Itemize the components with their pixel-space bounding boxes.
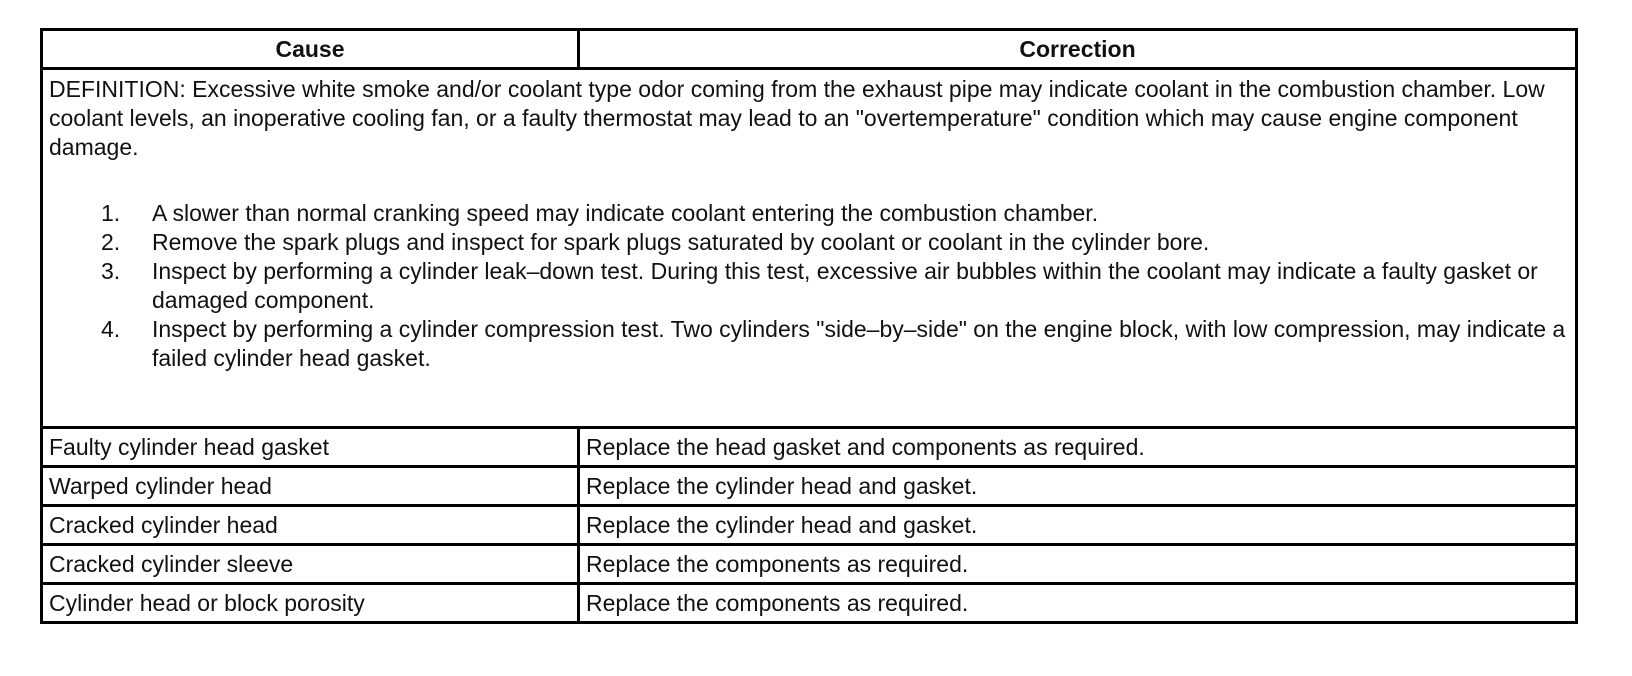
definition-row (42, 69, 1577, 428)
table-row (42, 428, 1577, 467)
definition-text: DEFINITION: Excessive white smoke and/or coolant type odor coming from the exhaust pipe may indicate coolant in the combustion chamber. Low coolant levels, an inoperative cooling fan, or a faulty thermostat may lead to an "overtemperature" condition which may cause engine component damage. (49, 76, 1545, 160)
step-number: 1. (101, 200, 121, 226)
step-number: 2. (101, 229, 121, 255)
cause-cell: Cylinder head or block porosity (42, 584, 579, 623)
header-row (42, 30, 1577, 69)
diagnosis-table (40, 28, 1578, 624)
correction-header: Correction (579, 30, 1577, 69)
definition-cell (42, 69, 1577, 428)
diagnostic-step (101, 257, 1567, 315)
step-text: Remove the spark plugs and inspect for spark plugs saturated by coolant or coolant in the cylinder bore. (152, 229, 1210, 255)
table-row (42, 584, 1577, 623)
diagnostic-step (101, 315, 1567, 373)
table-row (42, 545, 1577, 584)
cause-cell: Faulty cylinder head gasket (42, 428, 579, 467)
step-text: Inspect by performing a cylinder leak–down test. During this test, excessive air bubbles within the coolant may indicate a faulty gasket or damaged component. (152, 258, 1538, 313)
correction-cell: Replace the components as required. (579, 584, 1577, 623)
correction-cell: Replace the head gasket and components as required. (579, 428, 1577, 467)
table-row (42, 506, 1577, 545)
correction-cell: Replace the cylinder head and gasket. (579, 506, 1577, 545)
table-row (42, 467, 1577, 506)
cause-cell: Warped cylinder head (42, 467, 579, 506)
correction-cell: Replace the components as required. (579, 545, 1577, 584)
step-number: 4. (101, 316, 121, 342)
diagnostic-step (101, 228, 1567, 257)
cause-cell: Cracked cylinder head (42, 506, 579, 545)
step-text: A slower than normal cranking speed may indicate coolant entering the combustion chamber. (152, 200, 1099, 226)
step-number: 3. (101, 258, 121, 284)
step-text: Inspect by performing a cylinder compression test. Two cylinders "side–by–side" on the engine block, with low compression, may indicate a failed cylinder head gasket. (152, 316, 1566, 371)
correction-cell: Replace the cylinder head and gasket. (579, 467, 1577, 506)
cause-cell: Cracked cylinder sleeve (42, 545, 579, 584)
cause-header: Cause (42, 30, 579, 69)
diagnostic-steps-list (49, 199, 1567, 373)
diagnostic-step (101, 199, 1567, 228)
